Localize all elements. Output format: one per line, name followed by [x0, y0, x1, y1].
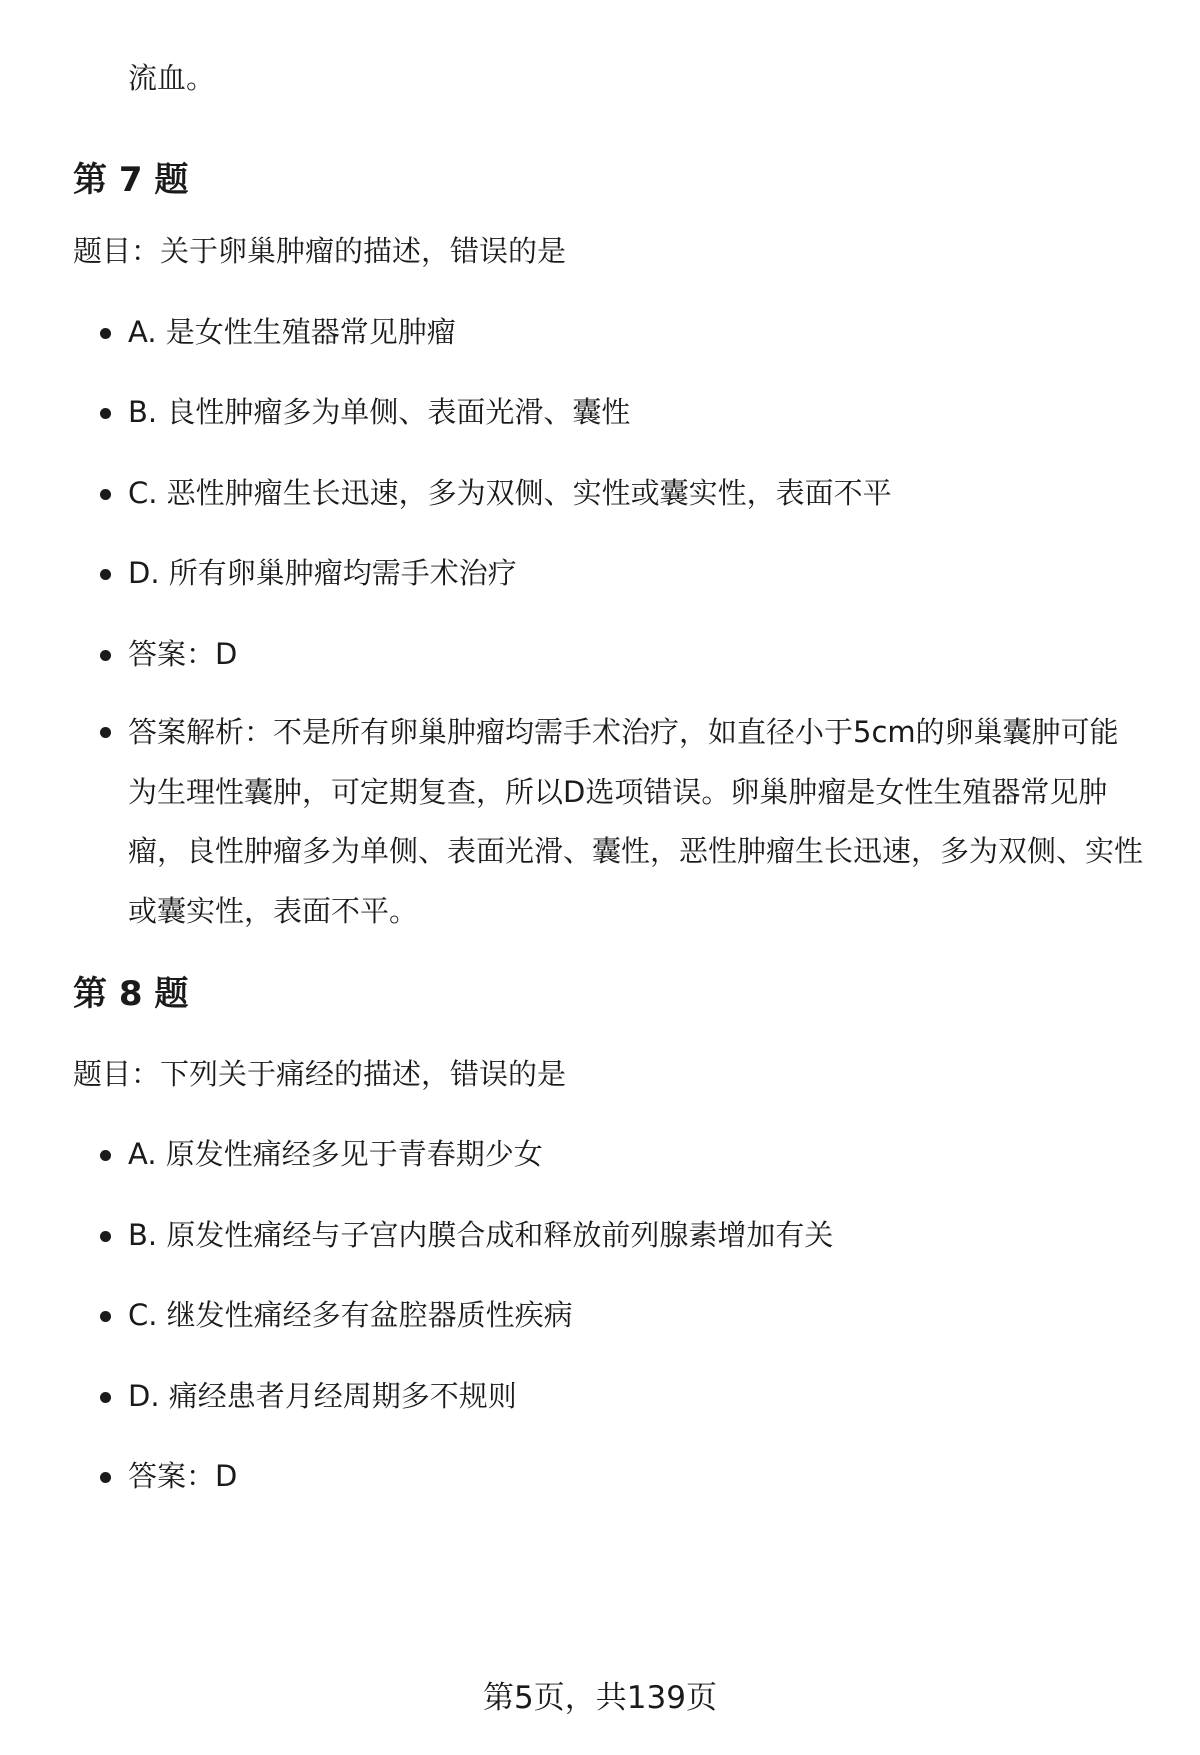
question-8-answer: [128, 1456, 1143, 1496]
bullet-icon: [100, 569, 111, 580]
option-text: A. 是女性生殖器常见肿瘤: [128, 315, 456, 349]
option-text: B. 原发性痛经与子宫内膜合成和释放前列腺素增加有关: [128, 1218, 834, 1252]
option-text: A. 原发性痛经多见于青春期少女: [128, 1137, 543, 1171]
bullet-icon: [100, 1472, 111, 1483]
question-7-explanation: [128, 703, 1143, 941]
option-text: C. 恶性肿瘤生长迅速，多为双侧、实性或囊实性，表面不平: [128, 476, 892, 510]
question-8-option-b: [128, 1215, 1143, 1255]
question-7-option-c: [128, 473, 1143, 513]
page-number: 第5页，共139页: [483, 1680, 717, 1716]
bullet-icon: [100, 727, 111, 738]
option-text: D. 痛经患者月经周期多不规则: [128, 1379, 517, 1413]
bullet-icon: [100, 650, 111, 661]
question-8-heading: 第 8 题: [73, 974, 189, 1014]
bullet-icon: [100, 1392, 111, 1403]
question-7-option-d: [128, 553, 1143, 593]
question-8-option-c: [128, 1295, 1143, 1335]
answer-text: 答案：D: [128, 637, 238, 671]
question-7-option-a: [128, 312, 1143, 352]
bullet-icon: [100, 1150, 111, 1161]
option-text: D. 所有卵巢肿瘤均需手术治疗: [128, 556, 517, 590]
bullet-icon: [100, 408, 111, 419]
question-7-answer: [128, 634, 1143, 674]
explanation-text: 答案解析：不是所有卵巢肿瘤均需手术治疗，如直径小于5cm的卵巢囊肿可能为生理性囊肿，可定期复查，所以D选项错误。卵巢肿瘤是女性生殖器常见肿瘤，良性肿瘤多为单侧、表面光滑、囊性，恶性肿瘤生长迅速，多为双侧、实性或囊实性，表面不平。: [128, 715, 1144, 928]
bullet-icon: [100, 328, 111, 339]
option-text: C. 继发性痛经多有盆腔器质性疾病: [128, 1298, 573, 1332]
question-7-stem: 题目：关于卵巢肿瘤的描述，错误的是: [73, 234, 567, 268]
question-7-option-b: [128, 392, 1143, 432]
option-text: B. 良性肿瘤多为单侧、表面光滑、囊性: [128, 395, 631, 429]
question-7-heading: 第 7 题: [73, 160, 189, 200]
bullet-icon: [100, 1311, 111, 1322]
question-8-stem: 题目：下列关于痛经的描述，错误的是: [73, 1057, 567, 1091]
continuation-text: 流血。: [128, 61, 216, 95]
question-8-option-d: [128, 1376, 1143, 1416]
question-8-option-a: [128, 1134, 1143, 1174]
bullet-icon: [100, 1231, 111, 1242]
answer-text: 答案：D: [128, 1459, 238, 1493]
bullet-icon: [100, 489, 111, 500]
